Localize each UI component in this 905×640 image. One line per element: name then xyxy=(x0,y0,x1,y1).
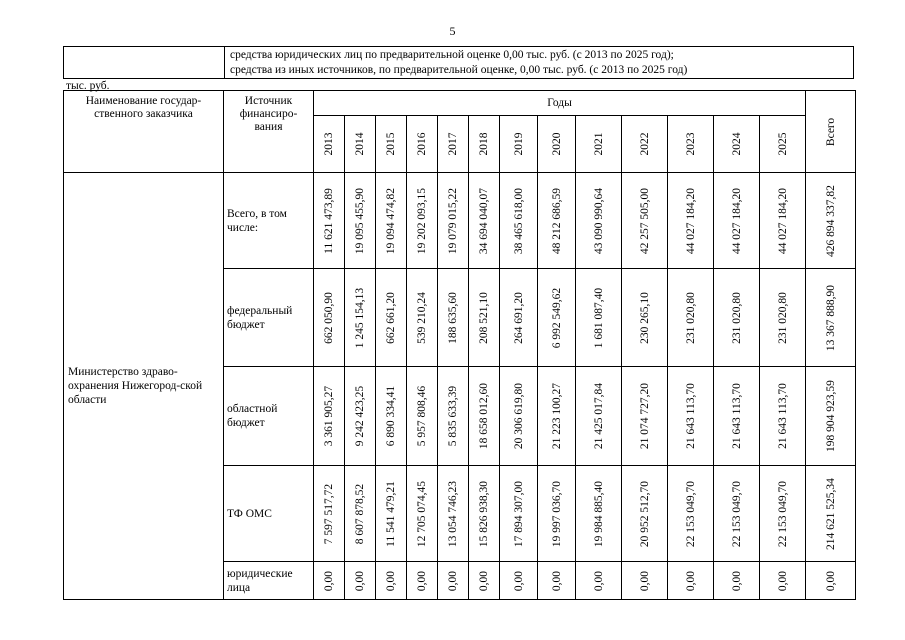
value-cell xyxy=(500,269,538,367)
value-text: 0,00 xyxy=(447,570,459,591)
year-header-cell xyxy=(438,116,469,173)
value-cell xyxy=(345,466,376,562)
value-cell xyxy=(345,367,376,466)
value-text: 22 153 049,70 xyxy=(684,480,697,547)
value-cell xyxy=(622,367,668,466)
value-cell xyxy=(714,562,760,600)
source-header-cell xyxy=(224,91,314,173)
value-cell xyxy=(407,466,438,562)
value-cell xyxy=(576,562,622,600)
value-cell xyxy=(714,367,760,466)
value-cell xyxy=(500,562,538,600)
year-label: 2023 xyxy=(684,132,697,156)
value-text: 0,00 xyxy=(354,570,366,591)
value-cell xyxy=(376,466,407,562)
value-cell xyxy=(345,269,376,367)
value-text: 18 658 012,60 xyxy=(478,382,490,450)
value-text: 19 079 015,22 xyxy=(447,187,459,254)
value-cell xyxy=(438,562,469,600)
value-cell xyxy=(376,367,407,466)
total-header-cell xyxy=(806,91,856,173)
value-text: 20 306 619,80 xyxy=(512,382,525,450)
year-header-cell xyxy=(760,116,806,173)
value-text: 19 094 474,82 xyxy=(385,187,397,254)
value-cell xyxy=(407,562,438,600)
value-text: 5 957 808,46 xyxy=(416,385,428,447)
year-label: 2013 xyxy=(323,132,335,156)
value-text: 22 153 049,70 xyxy=(776,480,789,547)
year-label: 2014 xyxy=(354,132,366,156)
value-cell xyxy=(668,173,714,269)
value-cell xyxy=(668,269,714,367)
value-text: 42 257 505,00 xyxy=(638,187,651,254)
value-cell xyxy=(500,367,538,466)
year-label: 2016 xyxy=(416,132,428,156)
value-text: 231 020,80 xyxy=(684,291,697,344)
value-text: 15 826 938,30 xyxy=(478,480,490,547)
value-text: 7 597 517,72 xyxy=(323,483,335,544)
value-cell xyxy=(576,367,622,466)
year-header-cell xyxy=(668,116,714,173)
total-text: 0,00 xyxy=(824,570,837,591)
year-label: 2021 xyxy=(592,132,605,156)
value-cell xyxy=(345,562,376,600)
value-text: 230 265,10 xyxy=(638,291,651,344)
value-text: 231 020,80 xyxy=(776,291,789,344)
value-cell xyxy=(622,173,668,269)
funding-notes-divider xyxy=(224,47,225,78)
value-text: 21 643 113,70 xyxy=(730,383,743,449)
value-cell xyxy=(314,367,345,466)
value-text: 20 952 512,70 xyxy=(638,480,651,547)
year-header-cell xyxy=(500,116,538,173)
year-header-cell xyxy=(622,116,668,173)
years-header: Годы xyxy=(314,91,806,116)
value-text: 21 643 113,70 xyxy=(684,383,697,449)
value-text: 0,00 xyxy=(478,570,490,591)
year-label: 2019 xyxy=(512,132,525,156)
value-text: 6 992 549,62 xyxy=(550,287,563,348)
value-cell xyxy=(314,466,345,562)
value-cell xyxy=(538,173,576,269)
total-text: 426 894 337,82 xyxy=(824,184,837,257)
value-text: 12 705 074,45 xyxy=(416,480,428,547)
value-text: 0,00 xyxy=(730,570,743,591)
funding-source: Всего, в том числе: xyxy=(224,173,314,269)
total-cell xyxy=(806,269,856,367)
value-text: 0,00 xyxy=(512,570,525,591)
value-text: 0,00 xyxy=(323,570,335,591)
value-text: 208 521,10 xyxy=(478,291,490,344)
customer-name: Министерство здраво-охранения Нижегород-ской области xyxy=(64,173,224,600)
value-text: 44 027 184,20 xyxy=(776,187,789,254)
value-text: 17 894 307,00 xyxy=(512,480,525,547)
value-cell xyxy=(760,173,806,269)
year-label: 2020 xyxy=(550,132,563,156)
value-cell xyxy=(438,269,469,367)
year-header-cell xyxy=(538,116,576,173)
value-text: 22 153 049,70 xyxy=(730,480,743,547)
year-header-cell xyxy=(345,116,376,173)
year-label: 2024 xyxy=(730,132,743,156)
value-text: 231 020,80 xyxy=(730,291,743,344)
total-cell xyxy=(806,367,856,466)
year-header-cell xyxy=(714,116,760,173)
value-text: 34 694 040,07 xyxy=(478,187,490,254)
value-text: 264 691,20 xyxy=(512,291,525,344)
value-text: 0,00 xyxy=(385,570,397,591)
value-cell xyxy=(469,562,500,600)
value-cell xyxy=(345,173,376,269)
customer-header: Наименование государ-ственного заказчика xyxy=(85,95,202,120)
value-text: 13 054 746,23 xyxy=(447,480,459,547)
value-text: 21 223 100,27 xyxy=(550,382,563,450)
customer-header-cell xyxy=(64,91,224,173)
funding-notes-box xyxy=(63,46,854,79)
value-text: 539 210,24 xyxy=(416,291,428,344)
value-cell xyxy=(469,173,500,269)
value-cell xyxy=(407,367,438,466)
value-cell xyxy=(668,466,714,562)
value-cell xyxy=(576,466,622,562)
value-text: 662 661,20 xyxy=(385,291,397,344)
funding-source: ТФ ОМС xyxy=(224,466,314,562)
funding-source: областной бюджет xyxy=(224,367,314,466)
year-header-cell xyxy=(407,116,438,173)
year-label: 2025 xyxy=(776,132,789,156)
value-cell xyxy=(760,367,806,466)
value-cell xyxy=(576,269,622,367)
value-cell xyxy=(376,269,407,367)
value-text: 6 890 334,41 xyxy=(385,385,397,447)
year-label: 2017 xyxy=(447,132,459,156)
value-text: 38 465 618,00 xyxy=(512,187,525,254)
funding-source: юридические лица xyxy=(224,562,314,600)
value-cell xyxy=(438,367,469,466)
value-cell xyxy=(469,466,500,562)
value-text: 1 681 087,40 xyxy=(592,287,605,348)
value-text: 21 425 017,84 xyxy=(592,382,605,450)
total-cell xyxy=(806,173,856,269)
year-header-cell xyxy=(576,116,622,173)
value-text: 43 090 990,64 xyxy=(592,187,605,254)
value-cell xyxy=(469,269,500,367)
value-cell xyxy=(714,466,760,562)
value-cell xyxy=(760,466,806,562)
value-text: 188 635,60 xyxy=(447,291,459,344)
value-cell xyxy=(714,173,760,269)
value-cell xyxy=(622,562,668,600)
value-cell xyxy=(622,466,668,562)
value-text: 0,00 xyxy=(776,570,789,591)
year-header-cell xyxy=(469,116,500,173)
value-cell xyxy=(500,466,538,562)
total-cell xyxy=(806,466,856,562)
value-cell xyxy=(314,562,345,600)
value-text: 19 202 093,15 xyxy=(416,187,428,254)
value-text: 3 361 905,27 xyxy=(323,385,335,447)
year-header-cell xyxy=(314,116,345,173)
value-cell xyxy=(376,173,407,269)
value-cell xyxy=(668,562,714,600)
total-text: 13 367 888,90 xyxy=(824,284,837,351)
year-header-cell xyxy=(376,116,407,173)
source-header: Источник финансиро-вания xyxy=(239,95,298,133)
value-text: 21 643 113,70 xyxy=(776,383,789,449)
value-text: 44 027 184,20 xyxy=(684,187,697,254)
value-cell xyxy=(469,367,500,466)
year-label: 2015 xyxy=(385,132,397,156)
value-text: 19 997 036,70 xyxy=(550,480,563,547)
value-text: 48 212 686,59 xyxy=(550,187,563,254)
funding-table xyxy=(63,90,856,600)
value-cell xyxy=(438,466,469,562)
value-cell xyxy=(760,269,806,367)
value-cell xyxy=(538,466,576,562)
value-text: 19 984 885,40 xyxy=(592,480,605,547)
value-cell xyxy=(576,173,622,269)
total-text: 214 621 525,34 xyxy=(824,477,837,550)
year-label: 2022 xyxy=(638,132,651,156)
value-cell xyxy=(376,562,407,600)
value-text: 11 541 479,21 xyxy=(385,480,397,547)
value-cell xyxy=(314,173,345,269)
value-cell xyxy=(407,269,438,367)
value-text: 8 607 878,52 xyxy=(354,483,366,544)
value-cell xyxy=(538,269,576,367)
value-cell xyxy=(714,269,760,367)
funding-source: федеральный бюджет xyxy=(224,269,314,367)
value-text: 19 095 455,90 xyxy=(354,187,366,254)
funding-note-legal-entities: средства юридических лиц по предварительной оценке 0,00 тыс. руб. (с 2013 по 2025 год); xyxy=(230,49,674,61)
value-text: 9 242 423,25 xyxy=(354,385,366,447)
value-cell xyxy=(538,367,576,466)
value-text: 0,00 xyxy=(416,570,428,591)
header-row xyxy=(64,91,856,116)
year-label: 2018 xyxy=(478,132,490,156)
value-text: 0,00 xyxy=(592,570,605,591)
value-text: 662 050,90 xyxy=(323,291,335,344)
value-text: 1 245 154,13 xyxy=(354,287,366,348)
value-cell xyxy=(538,562,576,600)
value-cell xyxy=(622,269,668,367)
value-cell xyxy=(668,367,714,466)
value-cell xyxy=(314,269,345,367)
table-row xyxy=(64,173,856,269)
value-text: 21 074 727,20 xyxy=(638,382,651,450)
funding-note-other-sources: средства из иных источников, по предварительной оценке, 0,00 тыс. руб. (с 2013 по 2025 год) xyxy=(230,64,688,76)
value-text: 0,00 xyxy=(550,570,563,591)
value-cell xyxy=(438,173,469,269)
total-header: Всего xyxy=(824,117,837,146)
value-text: 0,00 xyxy=(684,570,697,591)
total-cell xyxy=(806,562,856,600)
value-text: 0,00 xyxy=(638,570,651,591)
value-cell xyxy=(407,173,438,269)
page-number: 5 xyxy=(449,24,456,38)
total-text: 198 904 923,59 xyxy=(824,380,837,452)
value-text: 44 027 184,20 xyxy=(730,187,743,254)
value-text: 5 835 633,39 xyxy=(447,385,459,447)
value-cell xyxy=(760,562,806,600)
unit-label: тыс. руб. xyxy=(66,80,110,92)
value-cell xyxy=(500,173,538,269)
value-text: 11 621 473,89 xyxy=(323,187,335,254)
